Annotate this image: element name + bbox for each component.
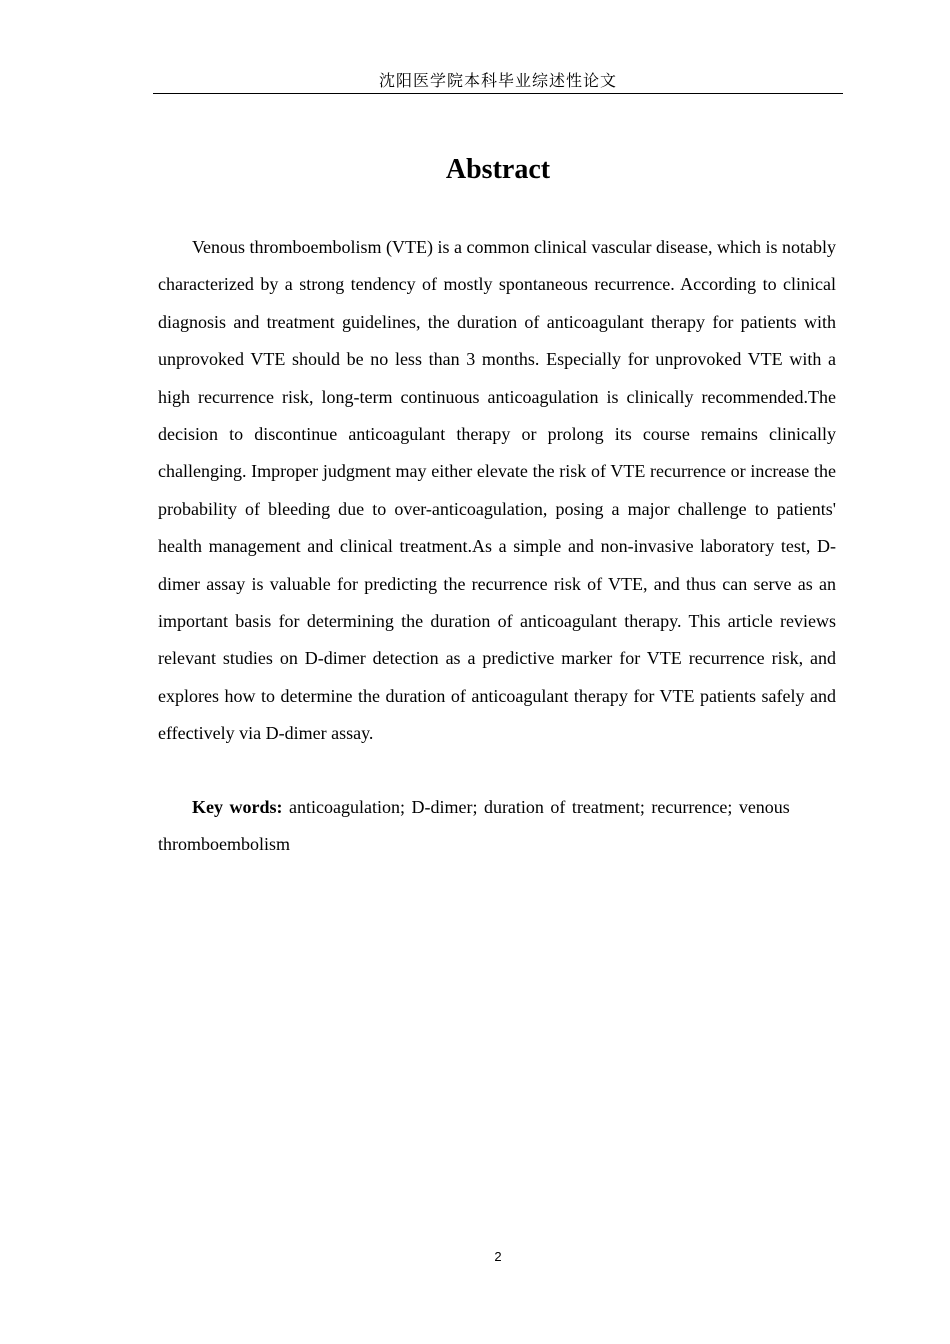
running-header: 沈阳医学院本科毕业综述性论文 [378, 71, 617, 90]
keywords-text: anticoagulation; D-dimer; duration of treatment; recurrence; venous thromboembolism [158, 797, 790, 855]
header-rule [153, 93, 843, 94]
keywords-label: Key words: [192, 797, 283, 817]
keywords-paragraph [158, 789, 836, 864]
page-number: 2 [494, 1249, 502, 1264]
abstract-body: Venous thromboembolism (VTE) is a common clinical vascular disease, which is notably characterized by a strong tendency of mostly spontaneous recurrence. According to clinical diagnosis and treatment guidelines, the duration of anticoagulant therapy for patients with unprovoked VTE should be no less than 3 months. Especially for unprovoked VTE with a high recurrence risk, long-term continuous anticoagulation is clinically recommended.The decision to discontinue anticoagulant therapy or prolong its course remains clinically challenging. Improper judgment may either elevate the risk of VTE recurrence or increase the probability of bleeding due to over-anticoagulation, posing a major challenge to patients' health management and clinical treatment.As a simple and non-invasive laboratory test, D-dimer assay is valuable for predicting the recurrence risk of VTE, and thus can serve as an important basis for determining the duration of anticoagulant therapy. This article reviews relevant studies on D-dimer detection as a predictive marker for VTE recurrence risk, and explores how to determine the duration of anticoagulant therapy for VTE patients safely and effectively via D-dimer assay. [158, 237, 836, 744]
abstract-title: Abstract [445, 154, 551, 185]
